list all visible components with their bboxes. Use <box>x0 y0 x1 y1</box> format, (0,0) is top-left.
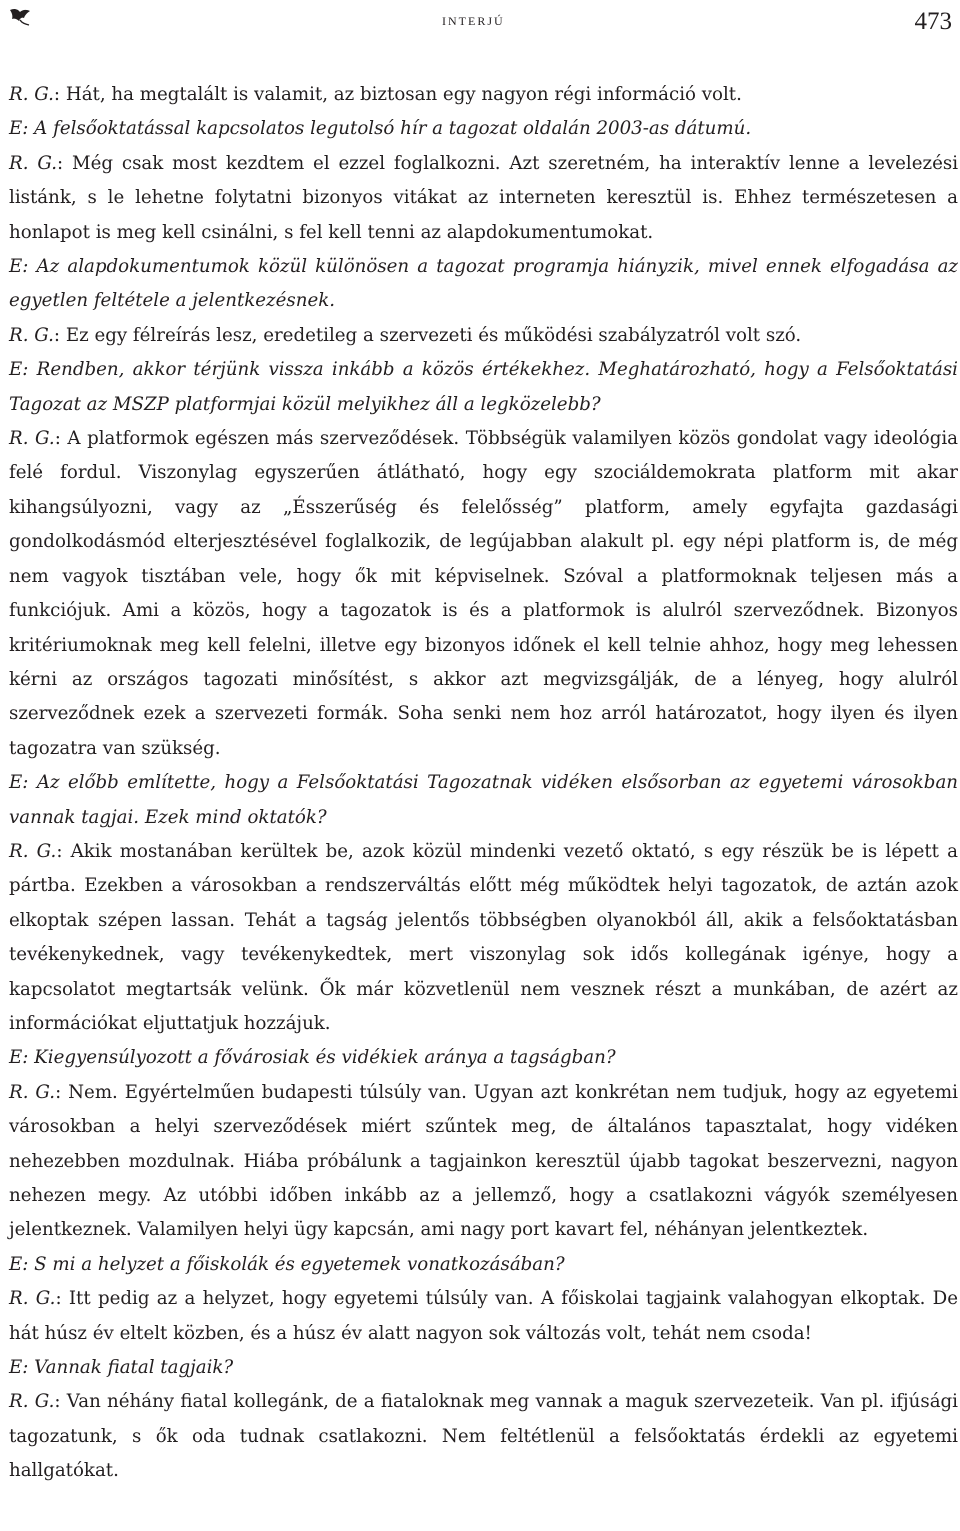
answer-text: : Ez egy félreírás lesz, eredetileg a szervezeti és működési szabályzatról volt szó. <box>53 324 802 346</box>
speaker-label: R. G. <box>9 1081 56 1103</box>
interviewer-question: E: Az előbb említette, hogy a Felsőoktatási Tagozatnak vidéken elsősorban az egyetemi városokban vannak tagjai. Ezek mind oktatók? <box>9 772 958 828</box>
interviewee-answer <box>9 78 958 112</box>
fleuron-hand-icon <box>8 6 34 28</box>
speaker-label: R. G. <box>9 152 58 174</box>
speaker-label: R. G. <box>9 84 54 105</box>
answer-text: : Nem. Egyértelműen budapesti túlsúly van. Ugyan azt konkrétan nem tudjuk, hogy az egyetemi városokban a helyi szerveződések miért szűntek meg, de általános tapasztalat, hogy vidéken nehezebben mozdulnak. Hiába próbálunk a tagjainkon keresztül újabb tagokat beszervezni, nagyon nehezen megy. Az utóbbi időben inkább az a jellemző, hogy a csatlakozni vágyók személyesen jelentkeznek. Valamilyen helyi ügy kapcsán, ami nagy port kavart fel, néhányan jelentkeztek. <box>9 1081 958 1241</box>
interviewee-answer <box>9 422 958 766</box>
speaker-label: R. G. <box>9 428 55 450</box>
interviewee-answer <box>9 1282 958 1351</box>
speaker-label: R. G. <box>9 1288 56 1310</box>
interview-body <box>9 78 958 1489</box>
interviewee-answer <box>9 1076 958 1248</box>
interviewer-question: E: S mi a helyzet a főiskolák és egyetemek vonatkozásában? <box>9 1253 565 1275</box>
interviewer-question: E: Rendben, akkor térjünk vissza inkább a közös értékekhez. Meghatározható, hogy a Felsőoktatási Tagozat az MSZP platformjai közül melyikhez áll a legközelebb? <box>9 359 958 415</box>
running-head: interjú <box>442 10 505 29</box>
answer-text: : Még csak most kezdtem el ezzel foglalkozni. Azt szeretném, ha interaktív lenne a levelezési listánk, s le lehetne folytatni bizonyos vitákat az interneten keresztül is. Ehhez természetesen a honlapot is meg kell csinálni, s fel kell tenni az alapdokumentumokat. <box>9 152 959 243</box>
answer-text: : Itt pedig az a helyzet, hogy egyetemi túlsúly van. A főiskolai tagjaink valahogyan elkoptak. De hát húsz év eltelt közben, és a húsz év alatt nagyon sok változás volt, tehát nem csoda! <box>9 1288 958 1344</box>
interviewer-question: E: A felsőoktatással kapcsolatos legutolsó hír a tagozat oldalán 2003-as dátumú. <box>9 118 752 140</box>
interviewer-question: E: Az alapdokumentumok közül különösen a tagozat programja hiányzik, mivel ennek elfogadása az egyetlen feltétele a jelentkezésnek. <box>9 256 958 312</box>
answer-text: : Hát, ha megtalált is valamit, az biztosan egy nagyon régi információ volt. <box>53 84 742 105</box>
answer-text: : A platformok egészen más szerveződések. Többségük valamilyen közös gondolat vagy ideológia felé fordul. Viszonylag egyszerűen átlátható, hogy egy szociáldemokrata platform mit akar kihangsúlyozni, vagy az „Ésszerűség és felelősség” platform, amely egyfajta gazdasági gondolkodásmód elterjesztésével foglalkozik, de legújabban alakult pl. egy népi platform is, de még nem vagyok tisztában vele, hogy ők mit képviselnek. Szóval a platformoknak teljesen más a funkciójuk. Ami a közös, hogy a tagozatok is és a platformok is alulról szerveződnek. Bizonyos kritériumoknak meg kell felelni, illetve egy bizonyos időnek el kell telnie ahhoz, hogy meg lehessen kérni az országos tagozati minősítést, s akkor azt megvizsgálják, de a lényeg, hogy alulról szerveződnek ezek a szervezeti formák. Soha senki nem hoz arról határozatot, hogy ilyen és ilyen tagozatra van szükség. <box>9 428 959 759</box>
page-header <box>0 0 960 48</box>
speaker-label: R. G. <box>9 1391 55 1413</box>
answer-text: : Van néhány fiatal kollegánk, de a fiataloknak meg vannak a maguk szervezeteik. Van pl. ifjúsági tagozatunk, s ők oda tudnak csatlakozni. Nem feltétlenül a felsőoktatás érdekli az egyetemi hallgatókat. <box>9 1391 958 1482</box>
interviewee-answer <box>9 1385 958 1488</box>
answer-text: : Akik mostanában kerültek be, azok közül mindenki vezető oktató, s egy részük be is lépett a pártba. Ezekben a városokban a rendszerváltás előtt még működtek helyi tagozatok, de aztán azok elkoptak szépen lassan. Tehát a tagság jelentős többségben olyanokból áll, akik a felsőoktatásban tevékenykednek, vagy tevékenykedtek, mert viszonylag sok idős kollegának igénye, hogy a kapcsolatot megtartsák velünk. Ők már közvetlenül nem vesznek részt a munkában, de azért az információkat eljuttatjuk hozzájuk. <box>9 840 958 1034</box>
interviewee-answer <box>9 319 958 353</box>
page-number: 473 <box>914 8 952 35</box>
interviewer-question: E: Kiegyensúlyozott a fővárosiak és vidékiek aránya a tagságban? <box>9 1047 616 1069</box>
speaker-label: R. G. <box>9 324 54 346</box>
interviewee-answer <box>9 147 958 250</box>
speaker-label: R. G. <box>9 840 57 862</box>
interviewer-question: E: Vannak fiatal tagjaik? <box>9 1357 234 1379</box>
interviewee-answer <box>9 835 958 1041</box>
